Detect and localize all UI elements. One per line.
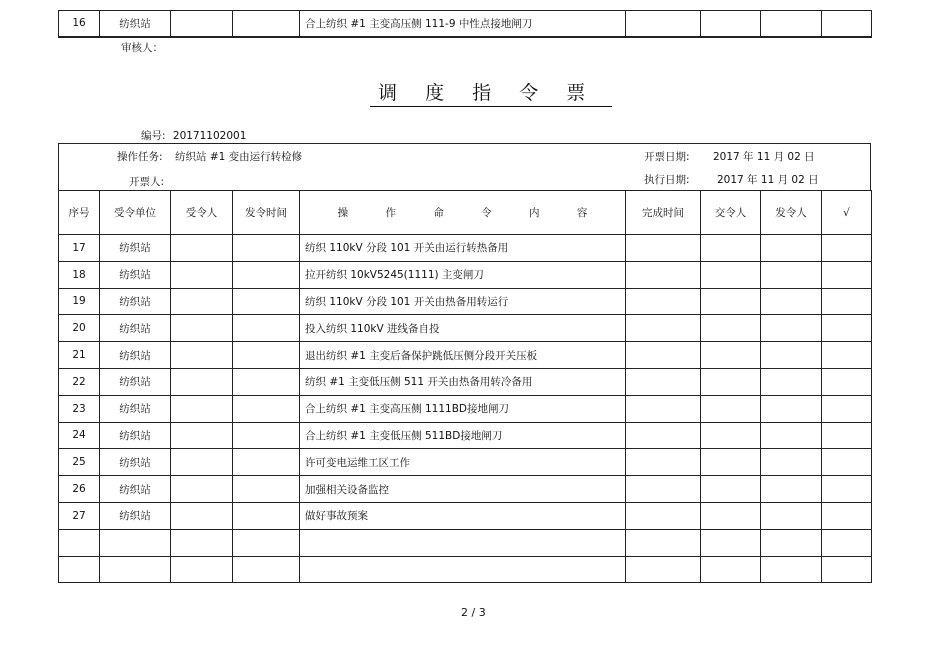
row-check — [822, 342, 872, 369]
row-sender — [761, 502, 822, 529]
table-header-row — [59, 191, 872, 235]
row-receiver — [171, 315, 233, 342]
table-row — [59, 315, 872, 342]
row-no: 26 — [59, 476, 100, 503]
row-no: 21 — [59, 342, 100, 369]
row-receiver — [171, 422, 233, 449]
reviewer-label: 审核人： — [121, 42, 163, 54]
row-no: 16 — [59, 11, 100, 37]
row-sender — [761, 288, 822, 315]
row-handover — [701, 476, 761, 503]
row-send-time — [233, 502, 300, 529]
row-send-time — [233, 449, 300, 476]
row-content: 退出纺织 #1 主变后备保护跳低压侧分段开关压板 — [300, 342, 626, 369]
row-handover — [701, 368, 761, 395]
row-handover — [701, 395, 761, 422]
row-send-time — [233, 288, 300, 315]
col-header-no: 序号 — [59, 191, 100, 235]
row-content: 投入纺织 110kV 进线备自投 — [300, 315, 626, 342]
row-no: 20 — [59, 315, 100, 342]
row-content: 许可变电运维工区工作 — [300, 449, 626, 476]
row-content — [300, 529, 626, 556]
col-header-unit: 受令单位 — [100, 191, 171, 235]
row-send-time — [233, 368, 300, 395]
row-check — [822, 449, 872, 476]
row-content: 做好事故预案 — [300, 502, 626, 529]
row-receiver — [171, 449, 233, 476]
ticket-header — [58, 143, 871, 191]
table-row — [59, 342, 872, 369]
row-done-time — [626, 502, 701, 529]
col-header-sender: 发令人 — [761, 191, 822, 235]
row-done-time — [626, 342, 701, 369]
row-sender — [761, 395, 822, 422]
ticket-no-label: 编号: — [141, 130, 166, 142]
page-number: 2 / 3 — [461, 606, 486, 619]
row-no: 23 — [59, 395, 100, 422]
col-header-receiver: 受令人 — [171, 191, 233, 235]
row-done-time — [626, 556, 701, 583]
row-receiver — [171, 529, 233, 556]
row-send-time — [233, 395, 300, 422]
table-row — [59, 556, 872, 583]
table-row — [59, 476, 872, 503]
row-no: 19 — [59, 288, 100, 315]
row-send-time — [233, 235, 300, 262]
row-receiver — [171, 556, 233, 583]
row-done-time — [626, 395, 701, 422]
row-unit: 纺织站 — [100, 449, 171, 476]
col-header-handover: 交令人 — [701, 191, 761, 235]
row-content: 纺织 110kV 分段 101 开关由运行转热备用 — [300, 235, 626, 262]
row-unit: 纺织站 — [100, 476, 171, 503]
row-receiver — [171, 288, 233, 315]
row-handover — [701, 529, 761, 556]
row-handover — [701, 342, 761, 369]
row-content: 纺织 110kV 分段 101 开关由热备用转运行 — [300, 288, 626, 315]
row-sender — [761, 342, 822, 369]
row-unit: 纺织站 — [100, 288, 171, 315]
row-handover — [701, 556, 761, 583]
row-done-time — [626, 235, 701, 262]
row-handover — [701, 315, 761, 342]
exec-date-label: 执行日期: — [644, 174, 690, 186]
row-unit: 纺织站 — [100, 11, 171, 37]
row-sender — [761, 368, 822, 395]
row-unit: 纺织站 — [100, 235, 171, 262]
row-check — [822, 261, 872, 288]
table-row — [59, 261, 872, 288]
row-check — [822, 368, 872, 395]
row-handover — [701, 422, 761, 449]
row-no: 24 — [59, 422, 100, 449]
col-header-content: 操 作 命 令 内 容 — [300, 191, 626, 235]
row-check — [822, 556, 872, 583]
table-row — [59, 288, 872, 315]
title-char: 令 — [519, 82, 541, 104]
row-no: 18 — [59, 261, 100, 288]
issue-date-label: 开票日期: — [644, 151, 690, 163]
row-handover — [701, 449, 761, 476]
row-check — [822, 502, 872, 529]
row-handover — [701, 235, 761, 262]
col-header-done-time: 完成时间 — [626, 191, 701, 235]
row-unit — [100, 556, 171, 583]
row-send-time — [233, 476, 300, 503]
row-handover — [701, 261, 761, 288]
row-send-time — [233, 422, 300, 449]
row-handover — [701, 288, 761, 315]
row-unit: 纺织站 — [100, 261, 171, 288]
row-no — [59, 529, 100, 556]
row-unit: 纺织站 — [100, 342, 171, 369]
row-send-time — [233, 315, 300, 342]
table-row — [59, 11, 872, 37]
row-sender — [761, 529, 822, 556]
page-title — [370, 78, 612, 107]
row-done-time — [626, 449, 701, 476]
row-content: 纺织 #1 主变低压侧 511 开关由热备用转冷备用 — [300, 368, 626, 395]
row-no: 22 — [59, 368, 100, 395]
row-content — [300, 556, 626, 583]
ticket-no-value: 20171102001 — [172, 130, 247, 142]
row-send-time — [233, 529, 300, 556]
row-receiver — [171, 235, 233, 262]
issuer-label: 开票人: — [129, 176, 165, 188]
row-done-time — [626, 368, 701, 395]
row-done-time — [626, 529, 701, 556]
row-send-time — [233, 342, 300, 369]
row-no: 17 — [59, 235, 100, 262]
row-sender — [761, 556, 822, 583]
row-sender — [761, 449, 822, 476]
row-unit: 纺织站 — [100, 502, 171, 529]
table-row — [59, 368, 872, 395]
row-check — [822, 235, 872, 262]
row-receiver — [171, 261, 233, 288]
row-unit: 纺织站 — [100, 368, 171, 395]
previous-page-table — [58, 10, 872, 38]
row-check — [822, 422, 872, 449]
row-no — [59, 556, 100, 583]
row-content: 加强相关设备监控 — [300, 476, 626, 503]
row-receiver — [171, 342, 233, 369]
row-done-time — [626, 261, 701, 288]
row-check — [822, 395, 872, 422]
row-content: 合上纺织 #1 主变高压侧 1111BD接地闸刀 — [300, 395, 626, 422]
table-row — [59, 422, 872, 449]
ticket-number — [141, 128, 246, 143]
row-unit: 纺织站 — [100, 422, 171, 449]
row-check — [822, 315, 872, 342]
exec-date-value: 2017 年 11 月 02 日 — [717, 174, 819, 186]
row-send-time — [233, 261, 300, 288]
table-row — [59, 449, 872, 476]
col-header-send-time: 发令时间 — [233, 191, 300, 235]
row-check — [822, 529, 872, 556]
row-unit: 纺织站 — [100, 315, 171, 342]
row-done-time — [626, 476, 701, 503]
row-receiver — [171, 395, 233, 422]
title-char: 调 — [378, 82, 400, 104]
title-char: 度 — [425, 82, 447, 104]
row-done-time — [626, 288, 701, 315]
title-char: 票 — [566, 82, 588, 104]
row-receiver — [171, 502, 233, 529]
row-receiver — [171, 476, 233, 503]
row-content: 合上纺织 #1 主变高压侧 111-9 中性点接地闸刀 — [300, 11, 626, 37]
row-content: 拉开纺织 10kV5245(1111) 主变闸刀 — [300, 261, 626, 288]
table-row — [59, 395, 872, 422]
row-sender — [761, 422, 822, 449]
table-row — [59, 529, 872, 556]
row-no: 27 — [59, 502, 100, 529]
task-label: 操作任务: — [117, 151, 163, 163]
row-handover — [701, 502, 761, 529]
row-done-time — [626, 422, 701, 449]
issue-date-value: 2017 年 11 月 02 日 — [713, 151, 815, 163]
title-char: 指 — [472, 82, 494, 104]
row-done-time — [626, 315, 701, 342]
row-receiver — [171, 368, 233, 395]
row-sender — [761, 315, 822, 342]
dispatch-command-table — [58, 190, 872, 583]
task-value: 纺织站 #1 变由运行转检修 — [175, 151, 303, 163]
table-row — [59, 502, 872, 529]
row-sender — [761, 235, 822, 262]
row-check — [822, 476, 872, 503]
row-unit — [100, 529, 171, 556]
row-check — [822, 288, 872, 315]
row-content: 合上纺织 #1 主变低压侧 511BD接地闸刀 — [300, 422, 626, 449]
row-sender — [761, 476, 822, 503]
row-unit: 纺织站 — [100, 395, 171, 422]
col-header-check: √ — [822, 191, 872, 235]
table-row — [59, 235, 872, 262]
row-no: 25 — [59, 449, 100, 476]
row-sender — [761, 261, 822, 288]
row-send-time — [233, 556, 300, 583]
